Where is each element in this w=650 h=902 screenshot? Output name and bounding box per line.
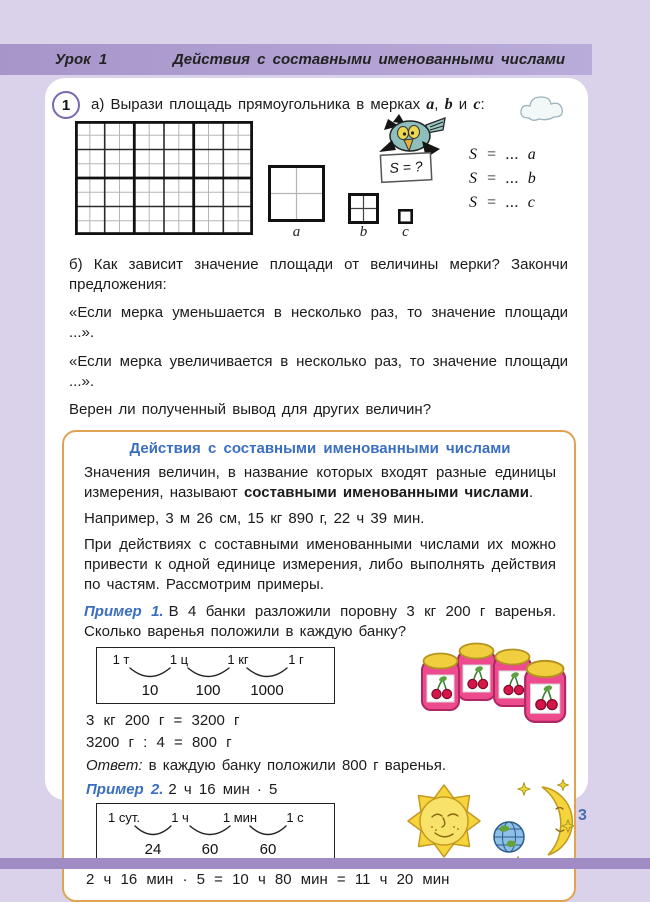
mass-factor-0: 10: [141, 682, 159, 698]
mass-unit-0: 1 т: [112, 652, 130, 667]
measure-c-label: c: [402, 224, 409, 240]
bottom-border-strip: [0, 858, 650, 869]
rule-term: составными именованными числами: [243, 484, 529, 501]
lesson-header-band: [0, 44, 592, 75]
cloud-illustration: [517, 93, 572, 128]
rule-box: [62, 430, 576, 902]
task-1b-sentence-2: «Если мерка увеличивается в несколько раз, то значение площади ...».: [69, 353, 568, 390]
example-1-answer: Ответ: в каждую банку положили 800 г варенья.: [86, 757, 447, 774]
example-2-diagram-row: [84, 803, 556, 863]
rule-paragraph-3: При действиях с составными именованными числами их можно привести к одной единице измерения, либо выполнять действия по частям. Рассмотрим примеры.: [84, 536, 556, 593]
task-1b-question: Верен ли полученный вывод для других величин?: [69, 401, 432, 418]
measure-b-label: b: [359, 224, 368, 240]
mass-unit-1: 1 ц: [169, 652, 189, 667]
measure-a-square: [268, 165, 325, 227]
example-1-question: Пример 1. В 4 банки разложили поровну 3 кг 200 г варенья. Сколько варенья положили в каждую банку?: [84, 603, 556, 640]
measure-a-label: a: [292, 224, 301, 240]
example-1-equation-2: 3200 г : 4 = 800 г: [86, 734, 232, 751]
rule-box-title: Действия с составными именованными числами: [129, 440, 511, 457]
rule-paragraph-1: Значения величин, в название которых входят разные единицы измерения, называют составными именованными числами.: [84, 464, 556, 501]
jam-jars-illustration: [420, 637, 572, 734]
example-1-label: Пример 1.: [84, 603, 164, 620]
task-1b-sentence-1: «Если мерка уменьшается в несколько раз, то значение площади ...».: [69, 304, 568, 341]
mass-factor-1: 100: [195, 682, 221, 698]
task-1-row: [45, 78, 588, 119]
mass-factor-2: 1000: [250, 682, 284, 698]
rule-paragraph-2: Например, 3 м 26 см, 15 кг 890 г, 22 ч 39 мин.: [84, 510, 425, 527]
measure-b-var: b: [444, 96, 453, 113]
unit-grid-figure: [75, 121, 253, 240]
time-factor-2: 60: [259, 841, 277, 857]
time-unit-2: 1 мин: [222, 810, 258, 825]
page-content-card: [45, 78, 588, 888]
task-1-figure: [45, 119, 588, 247]
task-1b-text: б) Как зависит значение площади от величины мерки? Закончи предложения:: [69, 256, 568, 293]
mass-units-diagram: [96, 647, 335, 704]
example-2-result: 2 ч 16 мин · 5 = 10 ч 80 мин = 11 ч 20 мин: [86, 871, 450, 888]
area-answer-a: S = ... a: [469, 146, 537, 163]
area-answer-b: S = ... b: [469, 170, 537, 187]
time-factor-0: 24: [144, 841, 162, 857]
time-factor-1: 60: [201, 841, 219, 857]
example-2-label: Пример 2.: [86, 781, 164, 798]
bird-illustration: [372, 113, 447, 190]
task-number-badge: 1: [52, 91, 80, 119]
time-unit-1: 1 ч: [171, 810, 189, 825]
lesson-title: Действия с составными именованными числами: [172, 51, 566, 68]
time-units-diagram: [96, 803, 335, 863]
measure-c-var: c: [473, 96, 481, 113]
task-1a-text: а) Вырази площадь прямоугольника в мерках a, b и c:: [91, 96, 485, 113]
mass-unit-2: 1 кг: [227, 652, 249, 667]
answer-label: Ответ:: [86, 757, 143, 774]
time-unit-3: 1 с: [286, 810, 304, 825]
example-2-task: Пример 2. 2 ч 16 мин · 5: [86, 781, 278, 798]
example-1-diagram-row: [84, 647, 556, 704]
measure-a-var: a: [426, 96, 435, 113]
page-number: 3: [578, 807, 587, 824]
area-answer-c: S = ... c: [469, 194, 536, 211]
example-1-equation-1: 3 кг 200 г = 3200 г: [86, 712, 240, 729]
area-answer-lines: [469, 143, 536, 215]
time-unit-0: 1 сут.: [108, 810, 140, 825]
area-sign-text: S = ?: [389, 158, 423, 176]
mass-unit-3: 1 г: [288, 652, 304, 667]
lesson-number: Урок 1: [55, 51, 108, 68]
